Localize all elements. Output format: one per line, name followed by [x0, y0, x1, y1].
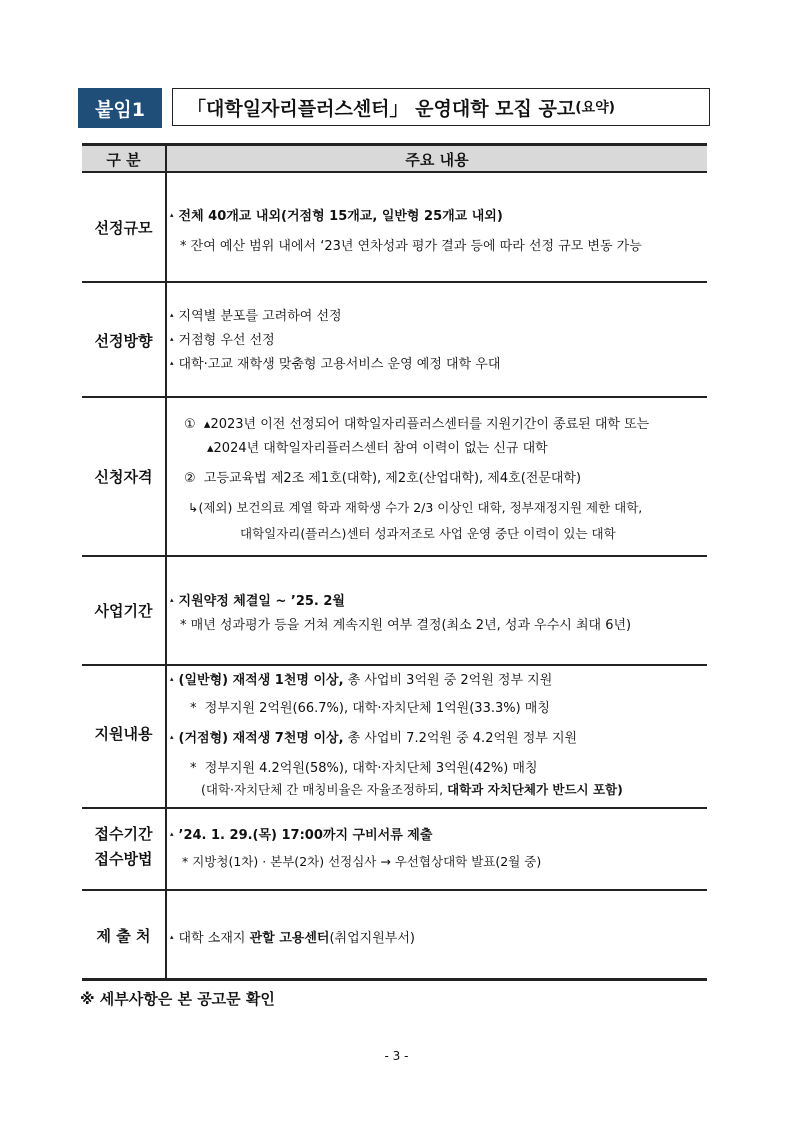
list-item: * 정부지원 2억원(66.7%), 대학·자치단체 1억원(33.3%) 매칭 [190, 701, 550, 716]
list-item: ▴ 지역별 분포를 고려하여 선정 [170, 309, 342, 324]
row-divider [82, 807, 707, 809]
title-main: 「대학일자리플러스센터」 운영대학 모집 공고 [187, 97, 576, 120]
list-item: ▴2024년 대학일자리플러스센터 참여 이력이 없는 신규 대학 [207, 441, 548, 456]
bullet-icon: ▴ [170, 596, 174, 604]
list-item: ▴ 전체 40개교 내외(거점형 15개교, 일반형 25개교 내외) [170, 209, 503, 224]
list-item: ② 고등교육법 제2조 제1호(대학), 제2호(산업대학), 제4호(전문대학) [184, 471, 582, 486]
list-item: ▴ 거점형 우선 선정 [170, 333, 275, 348]
page-number: - 3 - [384, 1049, 409, 1063]
row-divider [82, 889, 707, 891]
row-divider [82, 664, 707, 666]
list-item: ▴ 지원약정 체결일 ~ ’25. 2월 [170, 594, 345, 609]
bullet-icon: ▴ [170, 311, 174, 319]
bullet-icon: ▴ [170, 211, 174, 219]
row-label-period: 사업기간 [94, 602, 153, 620]
row-divider [82, 555, 707, 557]
row-label-support: 지원내용 [94, 725, 153, 743]
col-header-category: 구 분 [106, 151, 141, 169]
bullet-icon: ▴ [170, 335, 174, 343]
row-label-submission: 제 출 처 [96, 927, 151, 945]
column-divider [165, 143, 167, 980]
attachment-badge: 붙임1 [78, 88, 162, 128]
list-item: ① ▴2023년 이전 선정되어 대학일자리플러스센터를 지원기간이 종료된 대학 또는 [184, 417, 650, 432]
page-title [172, 88, 710, 126]
list-item: * 지방청(1차) · 본부(2차) 선정심사 → 우선협상대학 발표(2월 중) [182, 854, 542, 869]
table-bottom-rule [82, 978, 707, 981]
row-label-eligibility: 신청자격 [94, 468, 153, 486]
list-item: ▴ (거점형) 재적생 7천명 이상, 총 사업비 7.2억원 중 4.2억원 정부 지원 [170, 731, 578, 746]
row-divider [82, 396, 707, 398]
list-item: ▴ (일반형) 재적생 1천명 이상, 총 사업비 3억원 중 2억원 정부 지원 [170, 673, 553, 688]
bullet-icon: ▴ [170, 733, 174, 741]
title-suffix: (요약) [575, 100, 616, 116]
row-divider [82, 281, 707, 283]
list-item: ▴ 대학 소재지 관할 고용센터(취업지원부서) [170, 931, 415, 946]
summary-table [82, 143, 707, 983]
list-item: (대학·자치단체 간 매칭비율은 자율조정하되, 대학과 자치단체가 반드시 포함) [201, 782, 623, 797]
bullet-icon: ▴ [170, 359, 174, 367]
row-label-application-method: 접수방법 [94, 850, 153, 868]
table-top-rule [82, 143, 707, 146]
row-label-application-period: 접수기간 [94, 825, 153, 843]
list-item: * 잔여 예산 범위 내에서 ‘23년 연차성과 평가 결과 등에 따라 선정 규모 변동 가능 [180, 239, 642, 254]
bullet-icon: ▴ [170, 830, 174, 838]
bullet-icon: ▴ [170, 675, 174, 683]
list-item: * 매년 성과평가 등을 거쳐 계속지원 여부 결정(최소 2년, 성과 우수시 최대 6년) [180, 618, 632, 633]
col-header-content: 주요 내용 [405, 151, 469, 169]
table-header-rule [82, 171, 707, 173]
bullet-icon: ▴ [170, 933, 174, 941]
list-item: * 정부지원 4.2억원(58%), 대학·자치단체 3억원(42%) 매칭 [190, 761, 538, 776]
list-item: ▴ ’24. 1. 29.(목) 17:00까지 구비서류 제출 [170, 828, 433, 843]
footer-note: ※ 세부사항은 본 공고문 확인 [80, 990, 275, 1008]
row-label-direction: 선정방향 [94, 332, 153, 350]
list-item: 대학일자리(플러스)센터 성과저조로 사업 운영 중단 이력이 있는 대학 [240, 526, 616, 541]
row-label-scale: 선정규모 [94, 219, 153, 237]
list-item: ▴ 대학·고교 재학생 맞춤형 고용서비스 운영 예정 대학 우대 [170, 357, 501, 372]
list-item: ↳(제외) 보건의료 계열 학과 재학생 수가 2/3 이상인 대학, 정부재정지원 제한 대학, [188, 500, 643, 515]
